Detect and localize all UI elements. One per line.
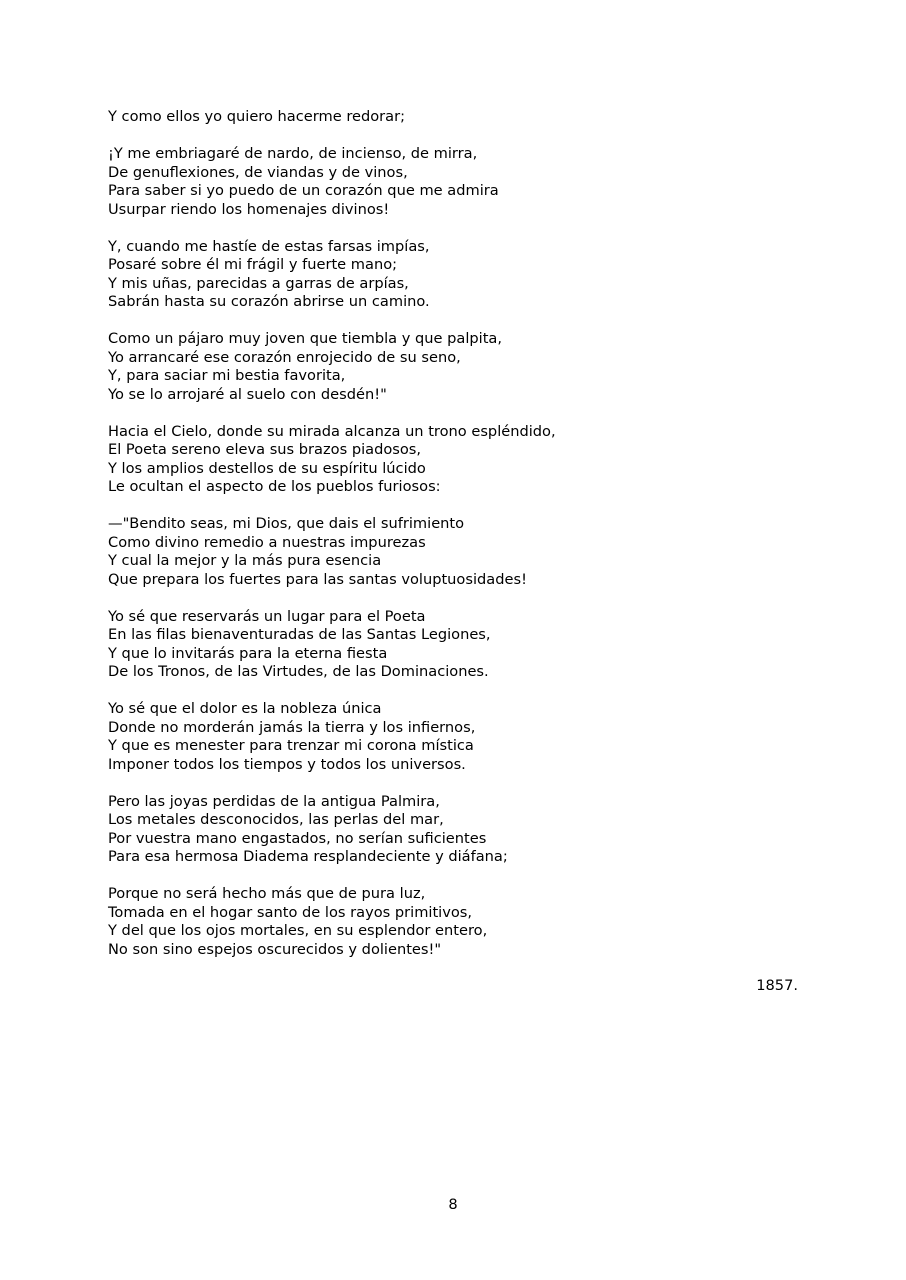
poem-text <box>108 108 828 959</box>
poem-line: Y del que los ojos mortales, en su esplendor entero, <box>108 922 488 939</box>
poem-line: Y mis uñas, parecidas a garras de arpías, <box>108 274 409 292</box>
poem-line: Para esa hermosa Diadema resplandeciente y diáfana; <box>108 848 508 865</box>
stanza-3 <box>108 330 828 404</box>
poem-line: Los metales desconocidos, las perlas del mar, <box>108 811 444 828</box>
stanza-8 <box>108 793 828 867</box>
page-number: 8 <box>448 1196 458 1213</box>
poem-line: Y, para saciar mi bestia favorita, <box>108 367 346 384</box>
poem-line: Yo sé que el dolor es la nobleza única <box>108 700 382 717</box>
poem-line: Posaré sobre él mi frágil y fuerte mano; <box>108 256 398 273</box>
stanza-7 <box>108 700 828 774</box>
poem-line: Yo se lo arrojaré al suelo con desdén!" <box>108 385 387 403</box>
poem-line: Y que lo invitarás para la eterna fiesta <box>108 644 388 662</box>
poem-line: Como un pájaro muy joven que tiembla y que palpita, <box>108 330 503 347</box>
poem-line: Imponer todos los tiempos y todos los universos. <box>108 755 466 773</box>
poem-line: Y como ellos yo quiero hacerme redorar; <box>108 108 406 125</box>
poem-line: Usurpar riendo los homenajes divinos! <box>108 200 390 218</box>
poem-line: Para saber si yo puedo de un corazón que me admira <box>108 182 499 199</box>
poem-line: Sabrán hasta su corazón abrirse un camino. <box>108 293 430 310</box>
poem-line: Yo sé que reservarás un lugar para el Poeta <box>108 607 426 625</box>
stanza-1 <box>108 145 828 219</box>
poem-line: De genuflexiones, de viandas y de vinos, <box>108 163 408 181</box>
poem-line: No son sino espejos oscurecidos y dolientes!" <box>108 940 442 958</box>
poem-line: Hacia el Cielo, donde su mirada alcanza un trono espléndido, <box>108 422 556 440</box>
poem-line: Que prepara los fuertes para las santas voluptuosidades! <box>108 570 527 588</box>
poem-line: Donde no morderán jamás la tierra y los infiernos, <box>108 718 476 736</box>
stanza-6 <box>108 608 828 682</box>
poem-line: —"Bendito seas, mi Dios, que dais el sufrimiento <box>108 515 465 532</box>
poem-line: Porque no será hecho más que de pura luz, <box>108 885 426 902</box>
poem-line: Y los amplios destellos de su espíritu lúcido <box>108 459 426 477</box>
poem-date: 1857. <box>756 977 798 994</box>
poem-line: ¡Y me embriagaré de nardo, de incienso, de mirra, <box>108 145 478 162</box>
poem-line: Y, cuando me hastíe de estas farsas impías, <box>108 237 430 255</box>
poem-line: Le ocultan el aspecto de los pueblos furiosos: <box>108 478 441 495</box>
poem-line: Como divino remedio a nuestras impurezas <box>108 533 426 551</box>
poem-line: Pero las joyas perdidas de la antigua Palmira, <box>108 792 440 810</box>
stanza-2 <box>108 238 828 312</box>
stanza-4 <box>108 423 828 497</box>
poem-line: De los Tronos, de las Virtudes, de las Dominaciones. <box>108 663 489 680</box>
poem-line: Tomada en el hogar santo de los rayos primitivos, <box>108 903 473 921</box>
poem-line: Y cual la mejor y la más pura esencia <box>108 552 382 569</box>
poem-line: El Poeta sereno eleva sus brazos piadosos, <box>108 441 422 458</box>
poem-line: Yo arrancaré ese corazón enrojecido de su seno, <box>108 348 461 366</box>
stanza-9 <box>108 885 828 959</box>
poem-line: Y que es menester para trenzar mi corona mística <box>108 737 474 754</box>
stanza-5 <box>108 515 828 589</box>
poem-line: Por vuestra mano engastados, no serían suficientes <box>108 829 487 847</box>
poem-line: En las filas bienaventuradas de las Santas Legiones, <box>108 626 491 643</box>
